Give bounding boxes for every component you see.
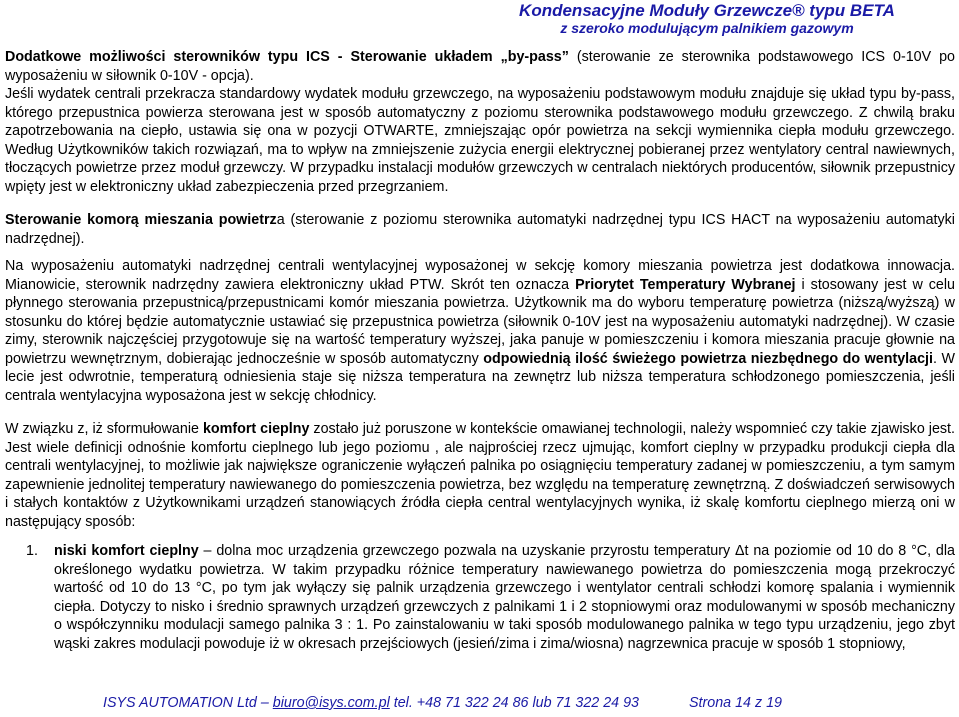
ptw-bold-2: odpowiednią ilość świeżego powietrza niezbędnego do wentylacji [483, 350, 934, 367]
bypass-heading: Dodatkowe możliwości sterowników typu ICS - Sterowanie układem „by-pass” [5, 49, 569, 65]
ptw-bold-1: Priorytet Temperatury Wybranej [575, 276, 796, 293]
footer-page-number: Strona 14 z 19 [689, 695, 782, 711]
list-item-number: 1. [26, 543, 38, 559]
comfort-bold: komfort cieplny [202, 421, 310, 437]
ptw-text-2: i stosowany jest w celu płynnego sterowania przepustnicą/przepustnicami komór mieszania powietrza. Użytkownik ma do wyboru temperaturę powietrza (niższą/wyższą) w stosunku do której będzie automatycznie ustawiać się przepustnica powietrza (siłownik 0-10V jest na wyposażeniu automatyki nadrzędnej). W czasie zimy, sterownik najczęściej przygotowuje się na wartość temperatury wyższej, jaka panuje w pomieszczeniu i komora mieszania pracuje głownie na powietrzu wewnętrznym, dobierając jednocześnie w sposób automatyczny [5, 276, 956, 367]
document-subtitle: z szeroko modulującym palnikiem gazowym [560, 20, 854, 36]
list-item-bold: niski komfort cieplny [54, 543, 199, 559]
document-body [5, 48, 955, 653]
chamber-heading-paragraph [5, 211, 955, 248]
chamber-heading-rest: (sterowanie z poziomu sterownika automatyki nadrzędnej typu ICS HACT na wyposażeniu automatyki nadrzędnej). [5, 212, 955, 247]
footer-phone: tel. +48 71 322 24 86 lub 71 322 24 93 [389, 695, 639, 711]
comfort-text-1: W związku z, iż sformułowanie [5, 421, 203, 437]
comfort-list [5, 542, 955, 653]
ptw-paragraph [5, 257, 955, 405]
ptw-text-3: . W lecie jest odwrotnie, temperaturą odniesienia staje się niższa temperatura na zewnętrz lub niższa temperatura schłodzonego pomieszczenia, jeśli centrala wentylacyjna wyposażona jest w sekcję chłodnicy. [5, 350, 956, 404]
chamber-heading-tail: a [276, 212, 285, 228]
bypass-heading-paragraph [5, 48, 955, 85]
ptw-text-1: Na wyposażeniu automatyki nadrzędnej centrali wentylacyjnej wyposażonej w sekcję komory mieszania powietrza jest dodatkowa innowacja. Mianowicie, sterownik nadrzędny zawiera elektroniczny układ PTW. Skrót ten oznacza [5, 258, 955, 293]
page-footer [103, 695, 782, 711]
comfort-paragraph [5, 420, 955, 531]
comfort-text-2: zostało już poruszone w kontekście omawianej technologii, należy wspomnieć czy takie zjawisko jest. Jest wiele definicji odnośnie komfortu cieplnego lub jego poziomu , ale najprościej rzecz ujmując, komfort cieplny w przypadku produkcji ciepła dla centrali wentylacyjnej, to możliwie jak największe ograniczenie wyłączeń palnika po osiągnięciu temperatury zadanej w pomieszczeniu, a tym samym zapewnienie jednolitej temperatury nawiewanego do pomieszczenia powietrza, bez względu na temperaturę zewnętrzną. Z doświadczeń serwisowych i stałych kontaktów z Użytkownikami urządzeń stanowiących źródła ciepła central wentylacyjnych wynika, iż skalę komfortu cieplnego mierzą oni w następujący sposób: [5, 421, 955, 530]
bypass-body: Jeśli wydatek centrali przekracza standardowy wydatek modułu grzewczego, na wyposażeniu podstawowym modułu znajduje się układ typu by-pass, którego przepustnica powierza sterowana jest w sposób automatyczny z poziomu sterownika podstawowego modułu grzewczego. Z chwilą braku zapotrzebowania na ciepło, ustawia się ona w pozycji OTWARTE, zmniejszając opór powietrza na sekcji wymiennika ciepła modułu grzewczego. Według Użytkowników takich rozwiązań, ma to wpływ na zmniejszenie zużycia energii elektrycznej pobieranej przez wentylatory central nawiewnych, tłoczących powietrze przez moduł grzewczy. W przypadku instalacji modułów grzewczych w centralach niektórych producentów, siłownik przepustnicy wpięty jest w elektroniczny układ zabezpieczenia przed przegrzaniem. [5, 86, 955, 195]
bypass-heading-rest: (sterowanie ze sterownika podstawowego ICS 0-10V po wyposażeniu w siłownik 0-10V - opcja). [5, 49, 955, 84]
page-header [497, 2, 917, 36]
footer-company: ISYS AUTOMATION Ltd – [103, 695, 273, 711]
list-item-text: – dolna moc urządzenia grzewczego pozwala na uzyskanie przyrostu temperatury Δt na poziomie od 10 do 8 °C, dla określonego wydatku powietrza. W takim przypadku różnice temperatury nawiewanego powietrza do pomieszczenia mogą przekroczyć wartość od 10 do 13 °C, po tym jak wyłączy się palnik urządzenia grzewczego i wentylator centrali schłodzi komorę spalania i wymiennik ciepła. Dotyczy to nisko i średnio sprawnych urządzeń grzewczych z palnikami 1 i 2 stopniowymi oraz modulowanymi w sposób mechaniczny o współczynniku modulacji samego palnika 3 : 1. Po zainstalowaniu w taki sposób modulowanego palnika w tego typu urządzeniu, jego zbyt wąski zakres modulacji powoduje iż w okresach przejściowych (jesień/zima i zima/wiosna) nagrzewnica pracuje w sposób 1 stopniowy, [54, 543, 955, 652]
list-item [5, 542, 955, 653]
footer-email-link[interactable]: biuro@isys.com.pl [272, 695, 390, 711]
document-title: Kondensacyjne Moduły Grzewcze® typu BETA [519, 1, 895, 20]
chamber-heading: Sterowanie komorą mieszania powietrz [5, 212, 277, 228]
